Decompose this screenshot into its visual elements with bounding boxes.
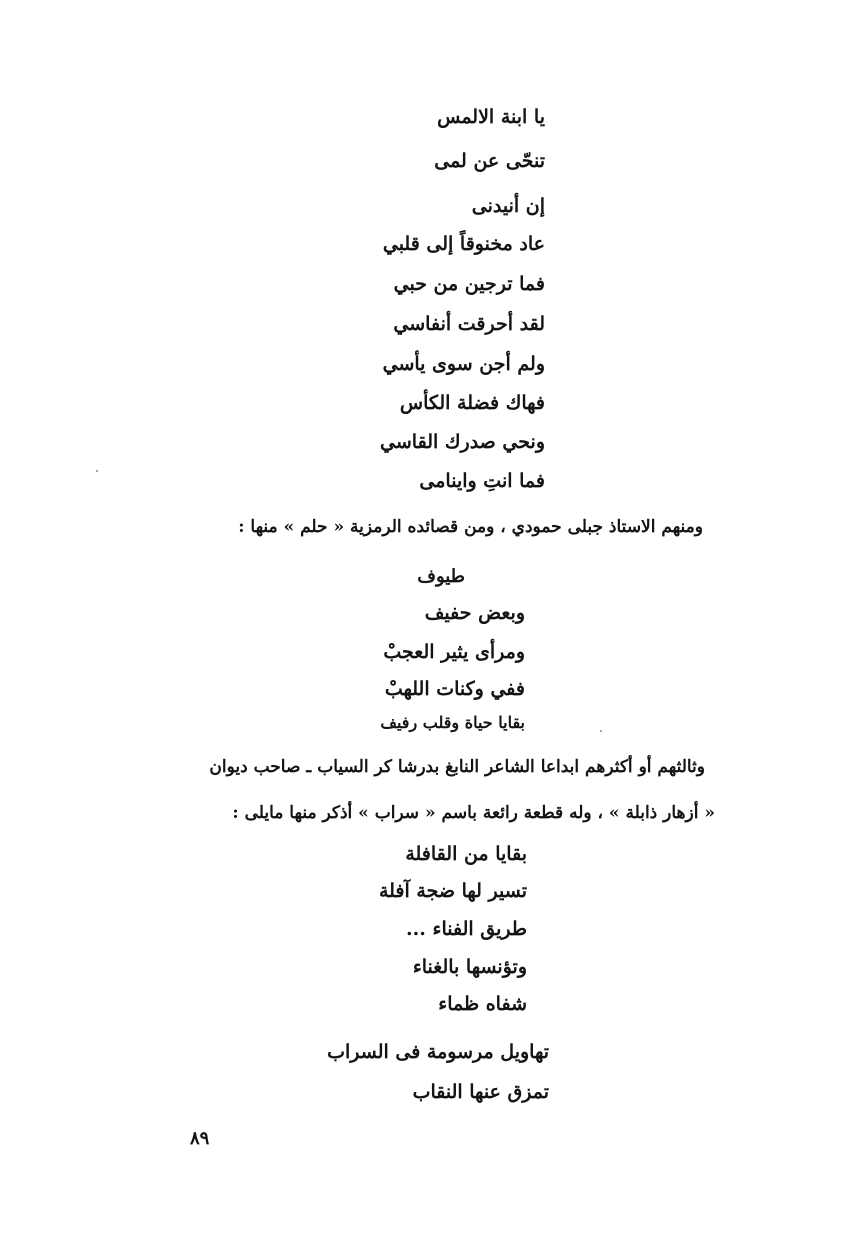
poem1-line-8: فهاك فضلة الكأس — [399, 392, 545, 414]
poem1-line-2: تنحّى عن لمى — [434, 150, 545, 172]
poem2-line-2: ومرأى يثير العجبْ — [383, 641, 525, 663]
poem1-line-9: ونحي صدرك القاسي — [380, 431, 545, 453]
poem3-line-5: شفاه ظماء — [438, 993, 527, 1015]
poem2-line-3: ففي وكنات اللهبْ — [384, 678, 525, 700]
poem1-line-5: فما ترجين من حبي — [393, 273, 545, 295]
intro-paragraph-2: ومنهم الاستاذ جبلى حمودي ، ومن قصائده الرمزية « حلم » منها : — [238, 517, 703, 537]
intro-paragraph-3-line-1: وثالثهم أو أكثرهم ابداعا الشاعر النابغ بدرشا كر السياب ـ صاحب ديوان — [209, 757, 705, 777]
poem1-line-10: فما انتِ واينامى — [419, 470, 545, 492]
intro-paragraph-3-line-2: « أزهار ذابلة » ، وله قطعة رائعة باسم « سراب » أذكر منها مايلى : — [232, 803, 715, 823]
poem3-line-4: وتؤنسها بالغناء — [412, 956, 527, 978]
poem3-line-3: طريق الفناء ... — [406, 918, 527, 940]
scan-speck — [600, 730, 602, 732]
poem2-line-1: وبعض حفيف — [424, 602, 525, 624]
poem3-line-1: بقايا من القافلة — [405, 843, 527, 865]
page-number: ٨٩ — [190, 1128, 210, 1149]
poem2-title: طيوف — [417, 566, 465, 587]
poem3-line-7: تمزق عنها النقاب — [412, 1081, 549, 1103]
poem3-line-6: تهاويل مرسومة فى السراب — [327, 1041, 549, 1063]
poem1-line-3: إن أنيدنى — [471, 195, 545, 217]
poem1-line-4: عاد مخنوقاً إلى قلبي — [382, 233, 545, 255]
poem2-line-4: بقايا حياة وقلب رفيف — [380, 713, 525, 732]
scan-speck — [96, 470, 98, 472]
poem3-line-2: تسير لها ضجة آفلة — [378, 880, 527, 902]
poem1-line-7: ولم أجن سوى يأسي — [382, 353, 545, 375]
poem1-line-1: يا ابنة الالمس — [437, 106, 545, 128]
poem1-line-6: لقد أحرقت أنفاسي — [393, 313, 545, 335]
